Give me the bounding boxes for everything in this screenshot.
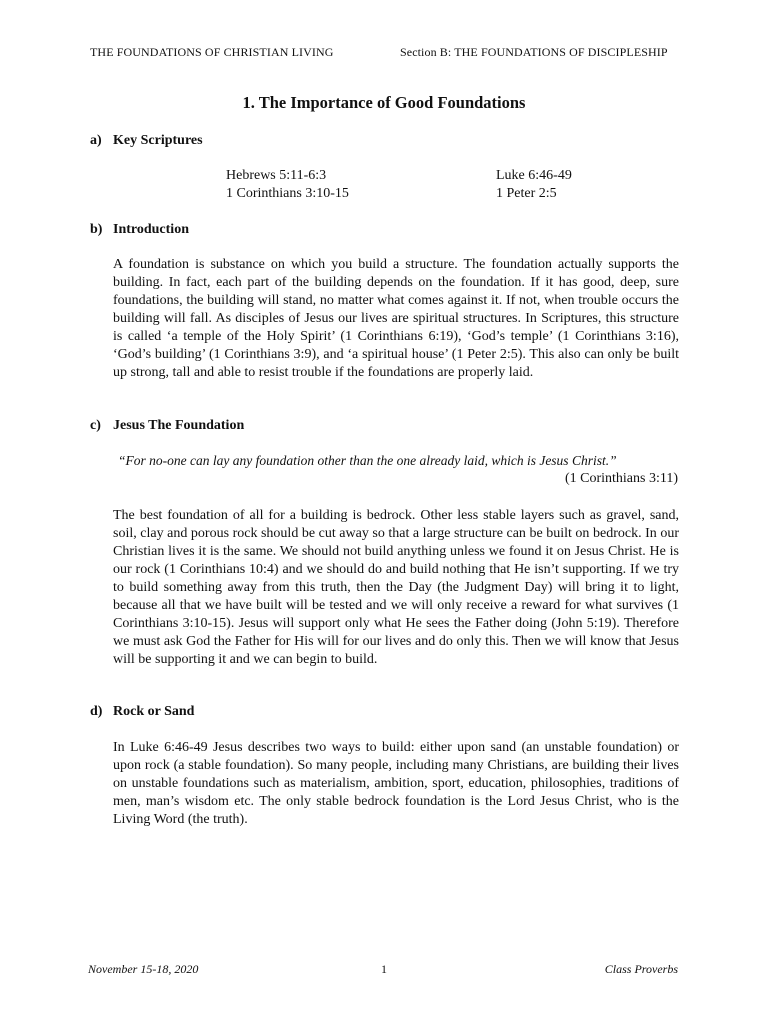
- section-c-heading: [90, 418, 244, 434]
- rock-sand-paragraph: In Luke 6:46-49 Jesus describes two ways to build: either upon sand (an unstable foundation) or upon rock (a stable foundation). So many people, including many Christians, are building their lives on unstable foundations such as materialism, ambition, sport, education, philosophies, traditions of men, man’s wisdom etc. The only stable bedrock foundation is the Lord Jesus Christ, who is the Living Word (the truth).: [113, 740, 679, 827]
- page-title: 1. The Importance of Good Foundations: [242, 93, 526, 112]
- section-c-label: c): [90, 418, 101, 433]
- footer-date: November 15-18, 2020: [88, 962, 199, 976]
- section-b-title: Introduction: [113, 222, 189, 237]
- scripture-ref: 1 Peter 2:5: [496, 186, 557, 201]
- section-b-heading: [90, 222, 189, 238]
- scripture-quote: “For no-one can lay any foundation other than the one already laid, which is Jesus Christ.”: [118, 453, 617, 468]
- page-number: 1: [381, 962, 387, 976]
- footer-class: Class Proverbs: [604, 962, 678, 976]
- introduction-paragraph: A foundation is substance on which you build a structure. The foundation actually supports the building. In fact, each part of the building depends on the foundation. If it has good, deep, sure foundations, the building will stand, no matter what comes against it. If not, when trouble occurs the building will fall. As disciples of Jesus our lives are spiritual structures. In Scriptures, this structure is called ‘a temple of the Holy Spirit’ (1 Corinthians 6:19), ‘God’s temple’ (1 Corinthians 3:16), ‘God’s building’ (1 Corinthians 3:9), and ‘a spiritual house’ (1 Peter 2:5). This also can only be built up strong, tall and able to resist trouble if the foundations are properly laid.: [113, 257, 679, 380]
- header-left: THE FOUNDATIONS OF CHRISTIAN LIVING: [90, 45, 334, 59]
- section-b-label: b): [90, 222, 103, 237]
- section-c-title: Jesus The Foundation: [113, 418, 245, 433]
- section-a-heading: [90, 133, 203, 149]
- scripture-ref: Hebrews 5:11-6:3: [226, 168, 327, 183]
- quote-reference: (1 Corinthians 3:11): [564, 471, 678, 486]
- header-right: Section B: THE FOUNDATIONS OF DISCIPLESHIP: [400, 45, 668, 59]
- section-d-label: d): [90, 704, 103, 719]
- section-d-title: Rock or Sand: [113, 704, 195, 719]
- foundation-paragraph: The best foundation of all for a building is bedrock. Other less stable layers such as gravel, sand, soil, clay and porous rock should be cut away so that a large structure can be built on bedrock. In our Christian lives it is the same. We should not build anything unless we found it on Jesus Christ. He is our rock (1 Corinthians 10:4) and we should do and build nothing that He isn’t supporting. If we try to build something away from this truth, then the Day (the Judgment Day) will bring it to light, because all that we have built will be tested and we will only receive a reward for what survives (1 Corinthians 3:10-15). Jesus will support only what He sees the Father doing (John 5:19). Therefore we must ask God the Father for His will for our lives and do only this. Then we will know that Jesus will be supporting it and we can begin to build.: [113, 508, 679, 667]
- section-a-label: a): [90, 133, 102, 148]
- section-d-heading: [90, 704, 194, 720]
- scripture-ref: Luke 6:46-49: [496, 168, 572, 183]
- section-a-title: Key Scriptures: [113, 133, 203, 148]
- scripture-ref: 1 Corinthians 3:10-15: [226, 186, 349, 201]
